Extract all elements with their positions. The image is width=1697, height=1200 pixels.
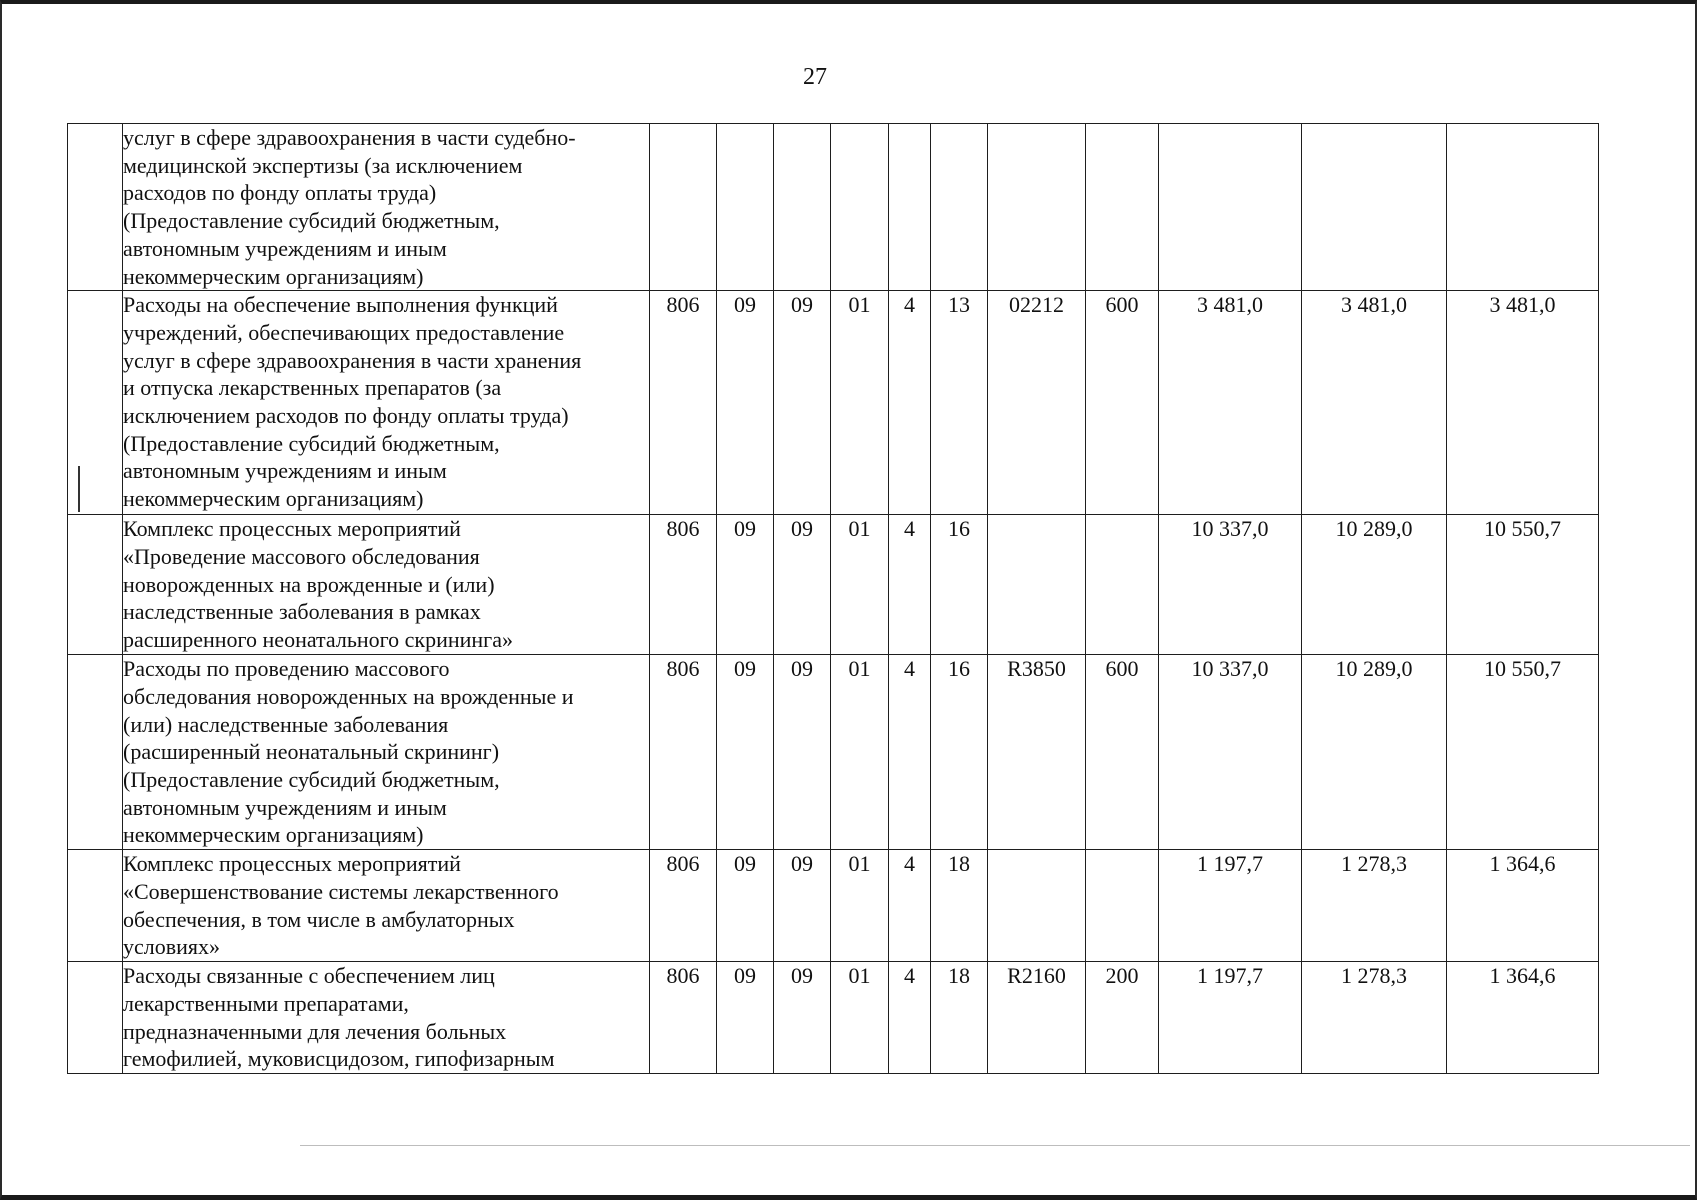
table-row bbox=[68, 850, 1599, 962]
description-line: обследования новорожденных на врожденные и bbox=[123, 683, 574, 709]
amount-year3-cell: 3 481,0 bbox=[1447, 291, 1599, 515]
description-cell bbox=[123, 124, 650, 291]
subsection-code-cell: 09 bbox=[774, 291, 831, 515]
table-row bbox=[68, 655, 1599, 850]
expense-type-cell: 600 bbox=[1086, 291, 1159, 515]
program-code-cell: 01 bbox=[831, 962, 889, 1074]
row-number-cell bbox=[68, 124, 123, 291]
table-row bbox=[68, 515, 1599, 655]
section-code-cell: 09 bbox=[717, 962, 774, 1074]
program-type-cell: 4 bbox=[889, 515, 931, 655]
expense-type-cell bbox=[1086, 124, 1159, 291]
ministry-code-cell: 806 bbox=[650, 962, 717, 1074]
amount-year3-cell bbox=[1447, 124, 1599, 291]
amount-year1-cell: 1 197,7 bbox=[1159, 962, 1302, 1074]
structure-element-cell: 13 bbox=[931, 291, 988, 515]
program-code-cell: 01 bbox=[831, 291, 889, 515]
description-line: автономным учреждениям и иным bbox=[123, 458, 447, 484]
structure-element-cell: 16 bbox=[931, 515, 988, 655]
expense-type-cell bbox=[1086, 515, 1159, 655]
amount-year1-cell: 1 197,7 bbox=[1159, 850, 1302, 962]
amount-year1-cell: 10 337,0 bbox=[1159, 515, 1302, 655]
table-row bbox=[68, 291, 1599, 515]
direction-code-cell: R2160 bbox=[988, 962, 1086, 1074]
description-line: некоммерческим организациям) bbox=[123, 822, 424, 848]
amount-year2-cell: 10 289,0 bbox=[1302, 515, 1447, 655]
expense-type-cell: 200 bbox=[1086, 962, 1159, 1074]
program-type-cell bbox=[889, 124, 931, 291]
description-cell bbox=[123, 291, 650, 515]
description-cell bbox=[123, 850, 650, 962]
ministry-code-cell: 806 bbox=[650, 655, 717, 850]
description-line: услуг в сфере здравоохранения в части судебно- bbox=[123, 125, 576, 150]
description-line: расширенного неонатального скрининга» bbox=[123, 627, 513, 653]
section-code-cell bbox=[717, 124, 774, 291]
subsection-code-cell: 09 bbox=[774, 962, 831, 1074]
description-line: расходов по фонду оплаты труда) bbox=[123, 180, 437, 206]
program-type-cell: 4 bbox=[889, 291, 931, 515]
direction-code-cell bbox=[988, 850, 1086, 962]
structure-element-cell: 18 bbox=[931, 962, 988, 1074]
subsection-code-cell: 09 bbox=[774, 655, 831, 850]
table-row bbox=[68, 962, 1599, 1074]
page-number: 27 bbox=[803, 64, 827, 90]
ministry-code-cell bbox=[650, 124, 717, 291]
row-number-cell bbox=[68, 515, 123, 655]
amount-year2-cell: 1 278,3 bbox=[1302, 850, 1447, 962]
description-line: новорожденных на врожденные и (или) bbox=[123, 571, 495, 597]
table-row bbox=[68, 124, 1599, 291]
budget-table bbox=[67, 123, 1599, 1074]
program-type-cell: 4 bbox=[889, 962, 931, 1074]
structure-element-cell bbox=[931, 124, 988, 291]
program-code-cell: 01 bbox=[831, 655, 889, 850]
description-line: (расширенный неонатальный скрининг) bbox=[123, 739, 500, 765]
direction-code-cell bbox=[988, 124, 1086, 291]
row-number-cell bbox=[68, 850, 123, 962]
description-line: (Предоставление субсидий бюджетным, bbox=[123, 208, 500, 234]
subsection-code-cell: 09 bbox=[774, 850, 831, 962]
program-code-cell bbox=[831, 124, 889, 291]
section-code-cell: 09 bbox=[717, 291, 774, 515]
direction-code-cell bbox=[988, 515, 1086, 655]
program-type-cell: 4 bbox=[889, 850, 931, 962]
ministry-code-cell: 806 bbox=[650, 515, 717, 655]
program-code-cell: 01 bbox=[831, 515, 889, 655]
amount-year2-cell: 1 278,3 bbox=[1302, 962, 1447, 1074]
description-line: «Совершенствование системы лекарственного bbox=[123, 878, 559, 904]
description-line: наследственные заболевания в рамках bbox=[123, 599, 481, 625]
description-line: лекарственными препаратами, bbox=[123, 990, 409, 1016]
description-line: учреждений, обеспечивающих предоставление bbox=[123, 319, 565, 345]
description-line: Комплекс процессных мероприятий bbox=[123, 851, 461, 877]
description-line: автономным учреждениям и иным bbox=[123, 794, 447, 820]
structure-element-cell: 18 bbox=[931, 850, 988, 962]
row-number-cell bbox=[68, 291, 123, 515]
program-type-cell: 4 bbox=[889, 655, 931, 850]
section-code-cell: 09 bbox=[717, 850, 774, 962]
amount-year1-cell: 10 337,0 bbox=[1159, 655, 1302, 850]
amount-year3-cell: 10 550,7 bbox=[1447, 655, 1599, 850]
description-line: (Предоставление субсидий бюджетным, bbox=[123, 430, 500, 456]
description-line: «Проведение массового обследования bbox=[123, 543, 480, 569]
amount-year2-cell: 3 481,0 bbox=[1302, 291, 1447, 515]
description-line: и отпуска лекарственных препаратов (за bbox=[123, 375, 502, 401]
structure-element-cell: 16 bbox=[931, 655, 988, 850]
program-code-cell: 01 bbox=[831, 850, 889, 962]
description-line: исключением расходов по фонду оплаты труда) bbox=[123, 403, 569, 429]
amount-year2-cell: 10 289,0 bbox=[1302, 655, 1447, 850]
description-line: Расходы на обеспечение выполнения функций bbox=[123, 292, 558, 318]
subsection-code-cell: 09 bbox=[774, 515, 831, 655]
description-line: обеспечения, в том числе в амбулаторных bbox=[123, 906, 515, 932]
amount-year3-cell: 10 550,7 bbox=[1447, 515, 1599, 655]
scan-artifact-mark bbox=[78, 466, 80, 512]
description-line: (или) наследственные заболевания bbox=[123, 711, 449, 737]
description-line: некоммерческим организациям) bbox=[123, 263, 424, 289]
description-line: услуг в сфере здравоохранения в части хранения bbox=[123, 347, 582, 373]
amount-year1-cell: 3 481,0 bbox=[1159, 291, 1302, 515]
section-code-cell: 09 bbox=[717, 515, 774, 655]
row-number-cell bbox=[68, 962, 123, 1074]
row-number-cell bbox=[68, 655, 123, 850]
direction-code-cell: R3850 bbox=[988, 655, 1086, 850]
description-line: предназначенными для лечения больных bbox=[123, 1018, 507, 1044]
ministry-code-cell: 806 bbox=[650, 291, 717, 515]
scan-artifact-line bbox=[300, 1145, 1690, 1146]
section-code-cell: 09 bbox=[717, 655, 774, 850]
amount-year2-cell bbox=[1302, 124, 1447, 291]
description-line: медицинской экспертизы (за исключением bbox=[123, 152, 523, 178]
expense-type-cell bbox=[1086, 850, 1159, 962]
description-line: гемофилией, муковисцидозом, гипофизарным bbox=[123, 1046, 555, 1072]
description-cell bbox=[123, 515, 650, 655]
ministry-code-cell: 806 bbox=[650, 850, 717, 962]
amount-year1-cell bbox=[1159, 124, 1302, 291]
description-line: автономным учреждениям и иным bbox=[123, 235, 447, 261]
description-line: Расходы связанные с обеспечением лиц bbox=[123, 963, 495, 989]
direction-code-cell: 02212 bbox=[988, 291, 1086, 515]
table-body bbox=[68, 124, 1599, 1074]
description-line: Расходы по проведению массового bbox=[123, 656, 450, 682]
description-line: Комплекс процессных мероприятий bbox=[123, 516, 461, 542]
subsection-code-cell bbox=[774, 124, 831, 291]
description-cell bbox=[123, 655, 650, 850]
amount-year3-cell: 1 364,6 bbox=[1447, 962, 1599, 1074]
description-line: (Предоставление субсидий бюджетным, bbox=[123, 767, 500, 793]
expense-type-cell: 600 bbox=[1086, 655, 1159, 850]
description-line: условиях» bbox=[123, 934, 221, 960]
description-cell bbox=[123, 962, 650, 1074]
amount-year3-cell: 1 364,6 bbox=[1447, 850, 1599, 962]
description-line: некоммерческим организациям) bbox=[123, 486, 424, 512]
